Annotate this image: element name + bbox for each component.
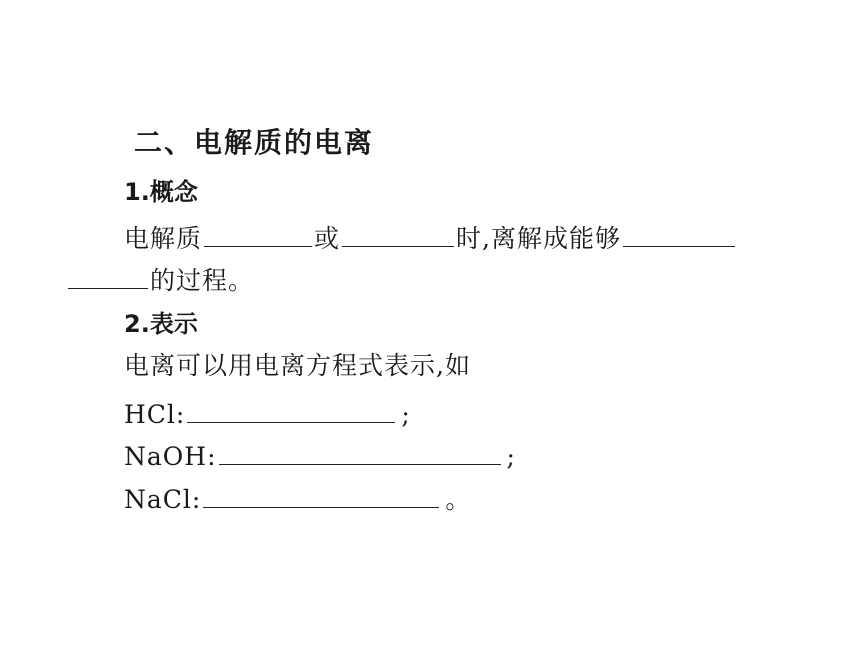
concept-heading: 1.概念	[124, 178, 198, 206]
concept-text-electrolyte: 电解质	[124, 224, 203, 253]
blank-1[interactable]	[204, 224, 312, 247]
punct-hcl: ;	[401, 400, 411, 429]
formula-naoh: NaOH:	[124, 442, 217, 471]
equation-row-naoh	[124, 442, 516, 469]
equation-row-hcl	[124, 400, 411, 427]
blank-3[interactable]	[623, 224, 735, 247]
concept-line-1	[124, 224, 737, 251]
formula-hcl: HCl:	[124, 400, 186, 429]
concept-line-2	[66, 266, 254, 293]
blank-2[interactable]	[342, 224, 454, 247]
blank-3-continued[interactable]	[68, 266, 148, 289]
equation-row-nacl	[124, 485, 471, 512]
concept-text-or: 或	[314, 224, 341, 253]
section-title: 二、电解质的电离	[134, 126, 375, 159]
concept-text-process: 的过程。	[150, 266, 255, 295]
formula-nacl: NaCl:	[124, 485, 202, 514]
blank-nacl[interactable]	[203, 485, 439, 508]
concept-text-dissociate: 时,离解成能够	[456, 224, 621, 253]
punct-naoh: ;	[506, 442, 516, 471]
blank-naoh[interactable]	[219, 442, 501, 465]
representation-heading: 2.表示	[124, 310, 198, 338]
blank-hcl[interactable]	[187, 400, 395, 423]
representation-intro: 电离可以用电离方程式表示,如	[124, 351, 471, 380]
punct-nacl: 。	[445, 485, 472, 514]
